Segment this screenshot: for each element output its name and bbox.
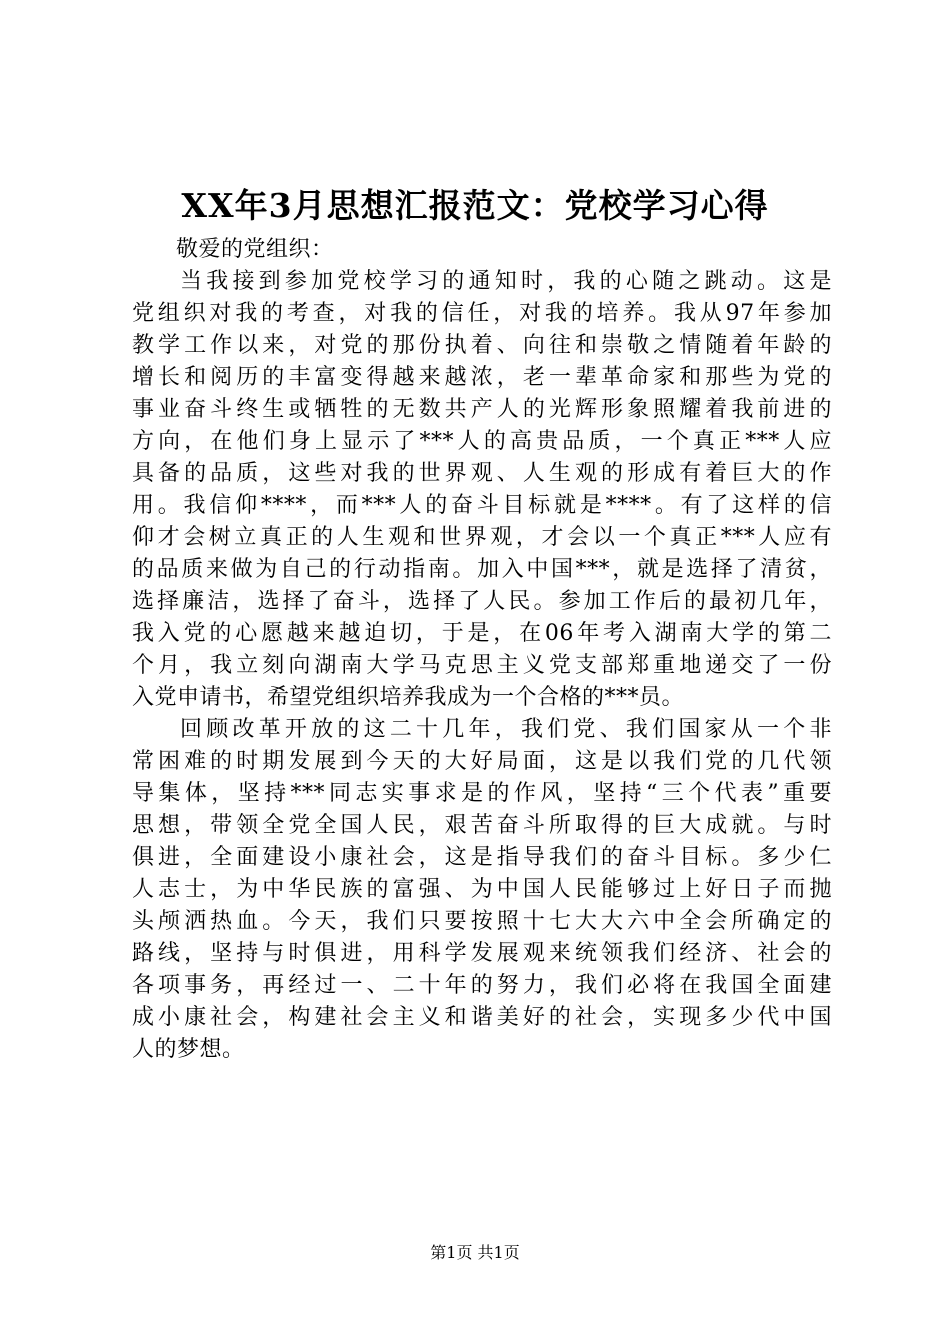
text-line: 路线，坚持与时俱进，用科学发展观来统领我们经济、社会的 bbox=[132, 941, 832, 966]
text-line: 头颅洒热血。今天，我们只要按照十七大大六中全会所确定的 bbox=[132, 909, 832, 934]
text-line: 方向，在他们身上显示了***人的高贵品质，一个真正***人应 bbox=[132, 429, 832, 454]
text-line: 俱进，全面建设小康社会，这是指导我们的奋斗目标。多少仁 bbox=[132, 845, 832, 870]
text-line: 入党申请书，希望党组织培养我成为一个合格的***员。 bbox=[132, 685, 685, 710]
document-body bbox=[132, 234, 832, 1066]
text-line: 各项事务，再经过一、二十年的努力，我们必将在我国全面建 bbox=[132, 973, 832, 998]
text-line: 常困难的时期发展到今天的大好局面，这是以我们党的几代领 bbox=[132, 749, 832, 774]
text-line: 的品质来做为自己的行动指南。加入中国***，就是选择了清贫， bbox=[132, 557, 832, 582]
paragraph-2 bbox=[132, 714, 832, 1066]
text-line: 导集体，坚持***同志实事求是的作风，坚持“三个代表”重要 bbox=[132, 781, 832, 806]
text-line: 教学工作以来，对党的那份执着、向往和崇敬之情随着年龄的 bbox=[132, 333, 832, 358]
text-line: 具备的品质，这些对我的世界观、人生观的形成有着巨大的作 bbox=[132, 461, 832, 486]
page-number-footer: 第1页 共1页 bbox=[430, 1243, 520, 1262]
text-line: 事业奋斗终生或牺牲的无数共产人的光辉形象照耀着我前进的 bbox=[132, 397, 832, 422]
text-line: 成小康社会，构建社会主义和谐美好的社会，实现多少代中国 bbox=[132, 1005, 832, 1030]
text-line: 人的梦想。 bbox=[132, 1037, 245, 1062]
text-line: 思想，带领全党全国人民，艰苦奋斗所取得的巨大成就。与时 bbox=[132, 813, 832, 838]
text-line: 仰才会树立真正的人生观和世界观，才会以一个真正***人应有 bbox=[132, 525, 832, 550]
text-line: 当我接到参加党校学习的通知时，我的心随之跳动。这是 bbox=[180, 269, 832, 294]
text-line: 用。我信仰****，而***人的奋斗目标就是****。有了这样的信 bbox=[132, 493, 832, 518]
text-line: 个月，我立刻向湖南大学马克思主义党支部郑重地递交了一份 bbox=[132, 653, 832, 678]
paragraph-1 bbox=[132, 266, 832, 714]
text-line: 党组织对我的考查，对我的信任，对我的培养。我从97年参加 bbox=[132, 301, 832, 326]
text-line: 增长和阅历的丰富变得越来越浓，老一辈革命家和那些为党的 bbox=[132, 365, 832, 390]
text-line: 回顾改革开放的这二十几年，我们党、我们国家从一个非 bbox=[180, 717, 832, 742]
text-line: 选择廉洁，选择了奋斗，选择了人民。参加工作后的最初几年， bbox=[132, 589, 832, 614]
salutation: 敬爱的党组织： bbox=[176, 237, 334, 262]
text-line: 我入党的心愿越来越迫切，于是，在06年考入湖南大学的第二 bbox=[132, 621, 832, 646]
text-line: 人志士，为中华民族的富强、为中国人民能够过上好日子而抛 bbox=[132, 877, 832, 902]
document-title: XX年3月思想汇报范文：党校学习心得 bbox=[181, 186, 769, 225]
